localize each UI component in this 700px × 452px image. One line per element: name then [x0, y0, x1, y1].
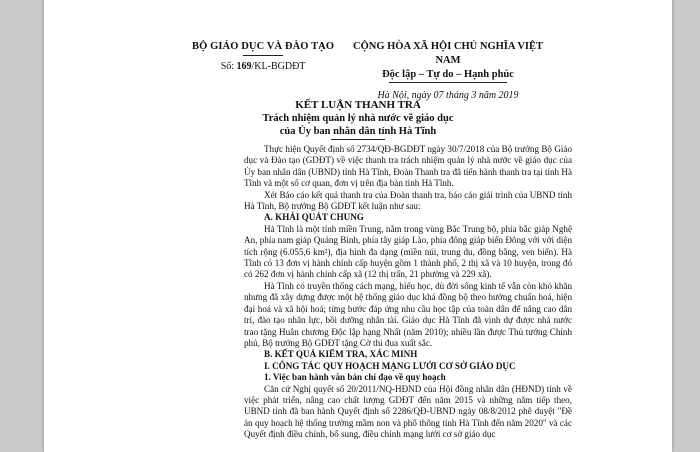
section-heading-a: A. KHÁI QUÁT CHUNG	[264, 212, 364, 223]
national-title: CỘNG HÒA XÃ HỘI CHỦ NGHĨA VIỆT NAM	[353, 41, 543, 66]
document-number	[192, 60, 334, 74]
document-page	[44, 0, 672, 452]
paragraph-conclusion-intro: Xét Báo cáo kết quả thanh tra của Đoàn thanh tra, báo cáo giải trình của UBND tỉnh Hà Tĩnh, Bộ trưởng Bộ GDĐT kết luận như sau:	[244, 189, 572, 212]
paragraph-decision-basis: Thực hiện Quyết định số 2734/QĐ-BGDĐT ngày 30/7/2018 của Bộ trưởng Bộ Giáo dục và Đào tạo (GDĐT) về việc thanh tra trách nhiệm quản lý nhà nước về giáo dục của Ủy ban nhân dân (UBND) tỉnh Hà Tĩnh, Đoàn Thanh tra đã tiến hành thanh tra tại tỉnh Hà Tĩnh và một số cơ quan, đơn vị trên địa bàn tỉnh Hà Tĩnh.	[244, 144, 572, 189]
document-title-block	[44, 98, 672, 140]
paragraph-province-overview: Hà Tĩnh là một tỉnh miền Trung, nằm trong vùng Bắc Trung bộ, phía bắc giáp Nghệ An, phía nam giáp Quảng Bình, phía tây giáp Lào, phía đông giáp biển Đông với với diện tích rộng (6.055,6 km²), địa hình đa dạng (miền núi, trung du, đồng bằng, ven biển). Hà Tĩnh có 13 đơn vị hành chính cấp huyện gồm 1 thành phố, 2 thị xã và 10 huyện, trong đó có 262 đơn vị hành chính cấp xã (12 thị trấn, 21 phường và 229 xã).	[244, 223, 572, 280]
title-underline	[331, 139, 385, 140]
subsection-heading-1: 1. Việc ban hành văn bản chỉ đạo về quy hoạch	[264, 372, 446, 383]
section-heading-i: I. CÔNG TÁC QUY HOẠCH MẠNG LƯỚI CƠ SỞ GIÁO DỤC	[264, 360, 516, 371]
ministry-name: BỘ GIÁO DỤC VÀ ĐÀO TẠO	[192, 41, 335, 52]
document-subtitle-1: Trách nhiệm quản lý nhà nước về giáo dục	[262, 113, 454, 124]
issue-date: Hà Nội, ngày 07 tháng 3 năm 2019	[377, 90, 519, 101]
motto-underline	[389, 82, 507, 83]
document-body	[244, 144, 572, 441]
paragraph-planning-resolution: Căn cứ Nghị quyết số 20/2011/NQ-HĐND của Hội đồng nhân dân (HĐND) tỉnh về việc phát triển, nâng cao chất lượng GDĐT đến năm 2015 và những năm tiếp theo, UBND tỉnh đã ban hành Quyết định số 2286/QĐ-UBND ngày 08/8/2012 phê duyệt "Đề án quy hoạch hệ thống trường mầm non và phổ thông tỉnh Hà Tĩnh đến năm 2020" và các Quyết định điều chỉnh, bổ sung, điều chỉnh mạng lưới cơ sở giáo dục	[244, 383, 572, 440]
national-motto: Độc lập – Tự do – Hạnh phúc	[382, 69, 514, 80]
ministry-underline	[243, 55, 283, 56]
section-heading-b: B. KẾT QUẢ KIỂM TRA, XÁC MINH	[264, 349, 418, 360]
issuing-authority-block	[192, 40, 334, 74]
document-number-value: 169	[236, 61, 252, 72]
document-number-suffix: /KL-BGDĐT	[251, 61, 306, 72]
document-number-prefix: Số:	[220, 61, 237, 72]
document-title: KẾT LUẬN THANH TRA	[295, 99, 421, 111]
paragraph-education-tradition: Hà Tĩnh có truyền thống cách mạng, hiếu học, dù đời sống kinh tế vẫn còn khó khăn nhưng đã xây dựng được một hệ thống giáo dục khá đồng bộ theo hướng chuẩn hoá, hiện đại hoá và xã hội hoá; từng bước đáp ứng nhu cầu học tập của toàn dân để nâng cao dân trí, đào tạo nhân lực, bồi dưỡng nhân tài. Giáo dục Hà Tĩnh đã vinh dự được nhà nước trao tặng Huân chương Độc lập hạng Nhất (năm 2010); nhiều lần được Thủ tướng Chính phủ, Bộ trưởng Bộ GDĐT tặng Cờ thi đua xuất sắc.	[244, 280, 572, 348]
national-header-block	[342, 40, 554, 103]
document-subtitle-2: của Ủy ban nhân dân tỉnh Hà Tĩnh	[279, 126, 437, 137]
